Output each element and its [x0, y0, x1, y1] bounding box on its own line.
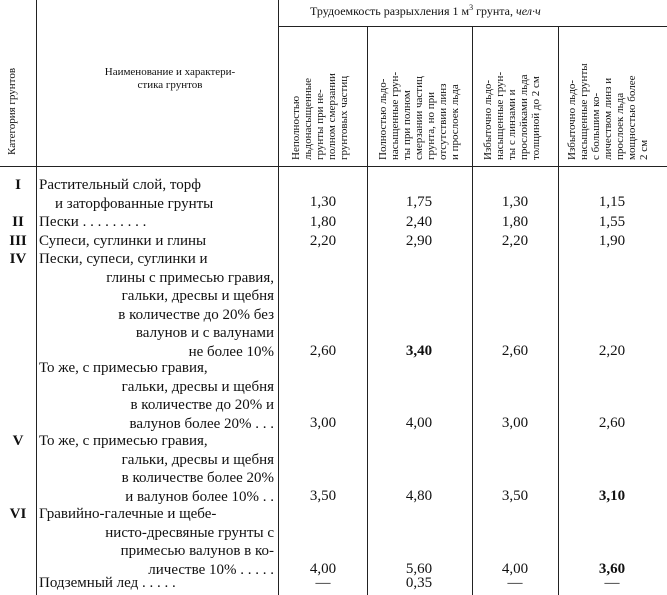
col-divider-3 [367, 26, 368, 595]
subcol-header-4 [566, 63, 650, 160]
group-title-exponent: 3 [469, 3, 474, 12]
subcol-header-2 [377, 72, 461, 160]
row-name-line: валунов более 20% . . . [129, 415, 274, 432]
row-value: 2,60 [598, 415, 626, 431]
col-divider-5 [558, 26, 559, 595]
row-value: 3,00 [501, 415, 529, 431]
row-name-line: в количестве более 20% [121, 470, 274, 486]
row-name-line: валунов и с валунами [135, 325, 274, 341]
row-value: 3,40 [405, 343, 433, 359]
row-name-line: Гравийно-галечные и щебе- [39, 506, 217, 522]
row-value: — [604, 575, 620, 591]
name-header-line: стика грунтов [137, 79, 203, 91]
group-title-unit: чел·ч [516, 4, 541, 18]
subcol-line: Полностью льдо- [377, 78, 389, 160]
row-value: — [507, 575, 523, 591]
subcol-line: толщиной до 2 см [530, 76, 542, 160]
subcol-line: личеством линз и [602, 77, 614, 160]
group-title-text: Трудоемкость разрыхления 1 м [310, 4, 470, 18]
row-name-line: Пески . . . . . . . . . [39, 214, 147, 230]
subcol-line: Избыточно льдо- [482, 79, 494, 160]
subcol-line: насыщенные грун- [494, 71, 506, 160]
row-value: 3,60 [598, 561, 626, 577]
row-name [39, 213, 274, 232]
row-category: II [12, 214, 24, 230]
row-value: 2,20 [501, 233, 529, 249]
row-value: 1,15 [598, 194, 626, 210]
name-header-line: Наименование и характери- [104, 66, 236, 78]
row-value: 3,00 [309, 415, 337, 431]
row-name-line: нисто-дресвяные грунты с [105, 524, 274, 541]
row-name-line: гальки, дресвы и щебня [121, 378, 274, 395]
row-value: 4,00 [501, 561, 529, 577]
subcol-line: насыщенные грунты [578, 63, 590, 160]
row-name-line: Пески, супеси, суглинки и [39, 251, 208, 267]
row-value: 1,90 [598, 233, 626, 249]
row-value: 3,50 [501, 488, 529, 504]
group-title-text-2: грунта, [473, 4, 516, 18]
row-value: 3,10 [598, 488, 626, 504]
row-value: 1,75 [405, 194, 433, 210]
subcol-line: грунта, но при [425, 92, 437, 160]
col-divider-4 [472, 26, 473, 595]
row-value: 2,90 [405, 233, 433, 249]
row-name-line: Супеси, суглинки и глины [39, 233, 207, 249]
row-category: I [15, 177, 21, 193]
row-value: 2,20 [309, 233, 337, 249]
subcol-line: прослоек льда [614, 92, 626, 160]
subcol-line: прослойками льда [518, 74, 530, 160]
row-value: 1,55 [598, 214, 626, 230]
row-value: 1,80 [309, 214, 337, 230]
row-name-line: в количестве до 20% без [118, 306, 274, 323]
subcol-line: грунты при не- [314, 89, 326, 160]
row-name-line: и заторфованные грунты [55, 195, 214, 212]
subcol-line: полном смерзании [326, 73, 338, 160]
row-name [39, 232, 274, 251]
row-value: 3,50 [309, 488, 337, 504]
row-name [39, 176, 274, 213]
group-title [310, 3, 667, 19]
row-name-line: и валунов более 10% . . [125, 488, 274, 505]
row-name [39, 505, 274, 579]
subcol-header-1 [290, 73, 350, 160]
col-divider-2 [278, 0, 279, 595]
row-value: 2,60 [309, 343, 337, 359]
row-value: 4,80 [405, 488, 433, 504]
row-category: III [9, 233, 27, 249]
group-title-rule [278, 26, 667, 27]
row-name-line: примесью валунов в ко- [120, 543, 274, 559]
row-name-line: не более 10% [188, 343, 274, 360]
row-name [39, 359, 274, 433]
subcol-line: Неполностью [290, 95, 302, 160]
subcol-line: с большим ко- [590, 92, 602, 160]
row-value: 0,35 [405, 575, 433, 591]
category-column-header: Категория грунтов [6, 67, 18, 155]
subcol-line: мощностью более [626, 75, 638, 160]
row-category: V [12, 433, 24, 449]
name-column-header [70, 66, 270, 92]
subcol-line: ты с линзами и [506, 89, 518, 160]
subcol-line: Избыточно льдо- [566, 79, 578, 160]
header-bottom-rule [0, 166, 667, 167]
row-name [39, 250, 274, 361]
row-name-line: личестве 10% . . . . . [148, 561, 274, 578]
row-value: 4,00 [405, 415, 433, 431]
row-name-line: То же, с примесью гравия, [39, 433, 208, 449]
row-value: 5,60 [405, 561, 433, 577]
subcol-line: ты при полном [401, 90, 413, 160]
subcol-line: льдонасыщенные [302, 77, 314, 160]
row-value: 1,30 [309, 194, 337, 210]
row-name-line: в количестве до 20% и [130, 397, 274, 413]
row-name-line: То же, с примесью гравия, [39, 360, 208, 376]
row-name [39, 574, 274, 593]
col-divider-1 [36, 0, 37, 595]
row-name-line: гальки, дресвы и щебня [121, 288, 274, 304]
row-name-line: гальки, дресвы и щебня [121, 451, 274, 468]
row-name-line: Подземный лед . . . . . [39, 575, 176, 591]
subcol-line: грунтовых частиц [338, 75, 350, 160]
row-category: VI [9, 506, 27, 522]
row-name-line: Растительный слой, торф [39, 177, 201, 193]
row-name-line: глины с примесью гравия, [106, 269, 274, 286]
row-value: 2,40 [405, 214, 433, 230]
row-value: 1,80 [501, 214, 529, 230]
subcol-line: и прослоек льда [449, 84, 461, 160]
row-value: 1,30 [501, 194, 529, 210]
row-category: IV [9, 251, 27, 267]
subcol-line: насыщенные грун- [389, 71, 401, 160]
subcol-header-3 [482, 72, 542, 160]
subcol-line: 2 см [638, 139, 650, 160]
row-value: — [315, 575, 331, 591]
row-value: 4,00 [309, 561, 337, 577]
row-value: 2,20 [598, 343, 626, 359]
subcol-line: отсутствии линз [437, 83, 449, 160]
row-name [39, 432, 274, 506]
subcol-line: смерзании частиц [413, 76, 425, 160]
row-value: 2,60 [501, 343, 529, 359]
